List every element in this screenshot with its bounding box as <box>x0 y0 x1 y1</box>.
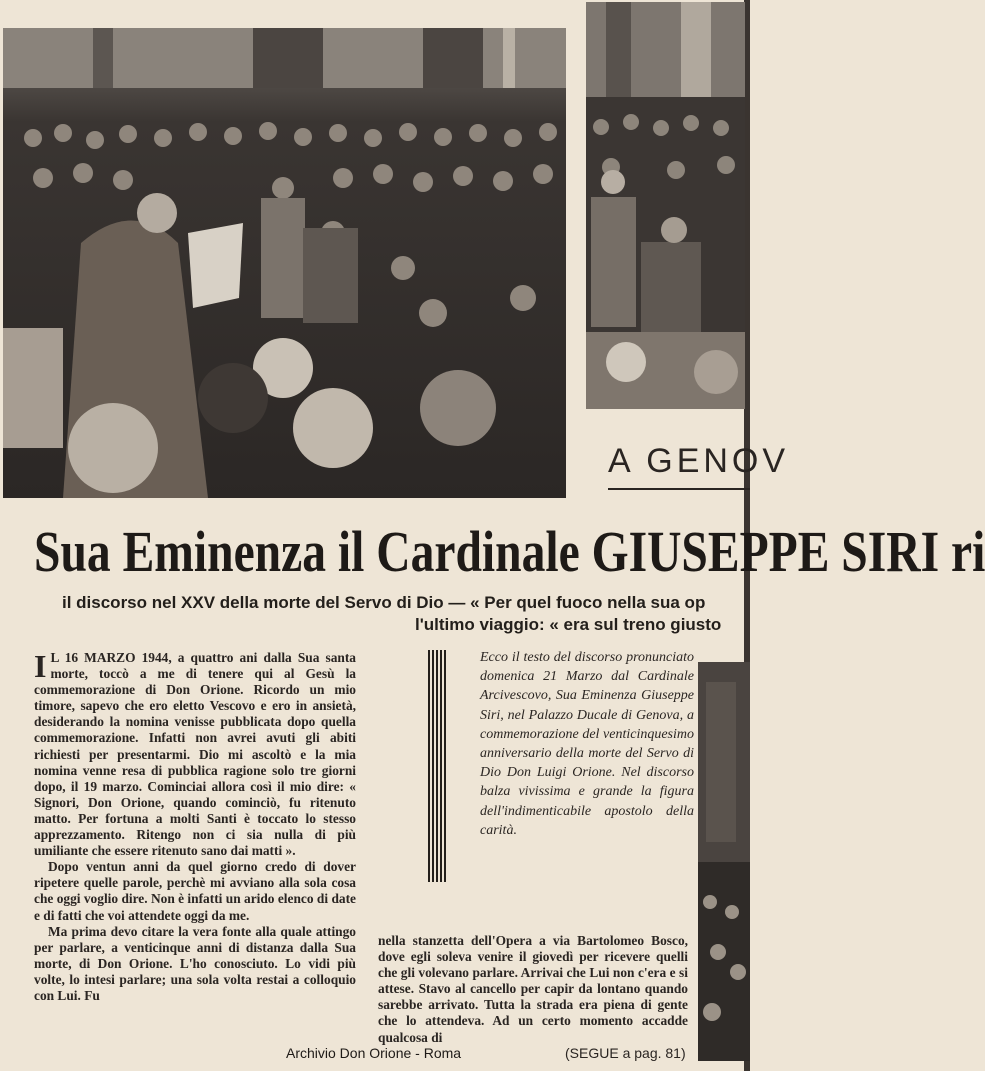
article-paragraph: Ma prima devo citare la vera fonte alla quale attingo per parlare, a venticinque anni di distanza dalla Sua morte, di Don Orione. L'ho conosciuto. Lo vidi più volte, lo intesi parlare; una sola volta restai a colloquio con Lui. Fu <box>34 923 356 1003</box>
headline: Sua Eminenza il Cardinale GIUSEPPE SIRI ri <box>34 519 985 584</box>
article-paragraph: I L 16 MARZO 1944, a quattro ani dalla Sua santa morte, toccò a me di tenere qui al Gesù la commemorazione di Don Orione. Ricordo un mio timore, sapevo che ero eletto Vescovo e ero in ansietà, desiderando la nomina venisse pubblicata dopo quella commemorazione. Infatti non avrei avuti gli abiti richiesti per presentarmi. Dio mi ascoltò e la mia nomina venne resa di pubblica ragione solo tre giorni dopo, il 19 marzo. Cominciai allora così il mio dire: « Signori, Don Orione, quando cominciò, fu ritenuto matto. Per fortuna a molti Santi è toccato lo stesso apprezzamento. Ritengo non ci sia nulla di più umiliante che essere ritenuto sano dai matti ». <box>34 648 356 859</box>
side-photo-strip <box>698 662 750 1061</box>
decorative-stripes <box>428 650 448 882</box>
subheadline-line-2: l'ultimo viaggio: « era sul treno giusto <box>415 615 722 634</box>
intro-blurb: Ecco il testo del discorso pronunciato domenica 21 Marzo dal Cardinale Arcivescovo, Sua Eminenza Giuseppe Siri, nel Palazzo Ducale di Genova, a commemorazione del venticinquesimo anniversario della morte del Servo di Dio Don Luigi Orione. Nel discorso balza vivissima e grande la figura dell'indimenticabile apostolo della carità. <box>480 650 694 838</box>
article-column-right: nella stanzetta dell'Opera a via Bartolomeo Bosco, dove egli soleva venire il giovedì per ricevere quelli che gli volevano parlare. Arrivai che Lui non c'era e si attese. Stavo al cancello per capir da lontano quando sarebbe arrivato. Tutta la strada era piena di gente che lo attendeva. Ad un certo momento accadde qualcosa di <box>378 933 688 1045</box>
subheadline <box>30 592 750 636</box>
audience-photo <box>586 2 745 409</box>
article-paragraph: Dopo ventun anni da quel giorno credo di dover ripetere quelle parole, perchè mi avviano alla sola cosa che oggi voglio dire. Non è infatti un arido elenco di date e di fatti che voi attendete oggi da me. <box>34 859 356 923</box>
ceremony-photo <box>3 28 566 498</box>
subheadline-line-1: il discorso nel XXV della morte del Servo di Dio — « Per quel fuoco nella sua op <box>62 593 706 612</box>
continued-note: (SEGUE a pag. 81) <box>565 1045 686 1061</box>
kicker-rule <box>608 488 750 490</box>
article-column-left <box>34 650 356 1004</box>
archive-stamp: Archivio Don Orione - Roma <box>286 1045 462 1061</box>
drop-cap: I <box>34 648 47 684</box>
section-kicker: A GENOV <box>608 442 790 480</box>
